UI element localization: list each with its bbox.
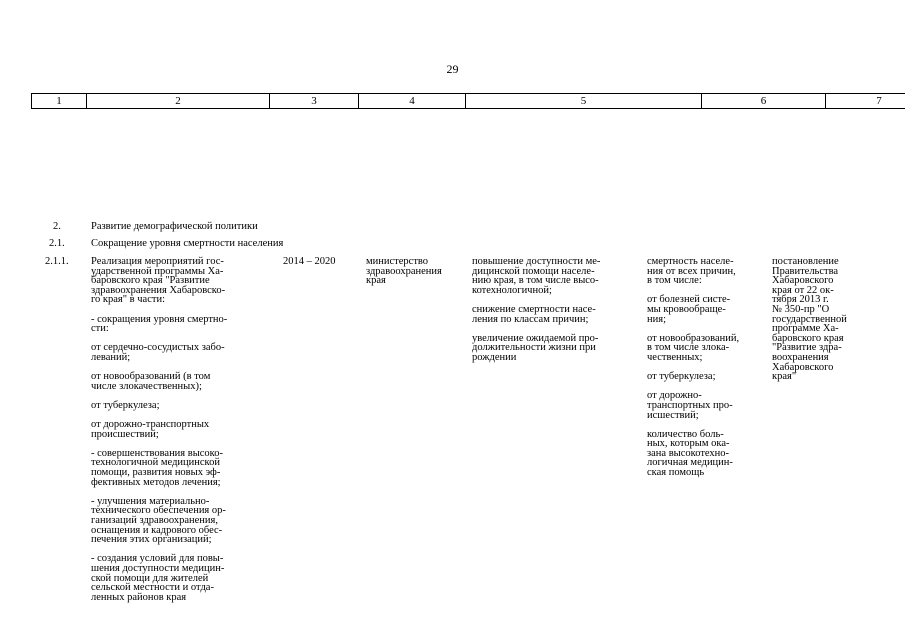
section-number: 2. [53,221,61,232]
paragraph [647,257,765,286]
paragraph [472,257,642,295]
text-line: края от 22 ок- [772,284,834,296]
paragraph [647,295,765,324]
text-line: оснащения и кадрового обес- [91,524,223,536]
text-line: - сокращения уровня смертно- [91,313,228,325]
text-line: нию края, в том числе высо- [472,275,599,287]
text-line: "Развитие здра- [772,342,842,354]
header-col-1: 1 [32,94,87,109]
text-line: здравоохранения [366,265,442,277]
text-line: происшествий; [91,428,159,440]
header-col-6: 6 [702,94,826,109]
header-col-3: 3 [270,94,359,109]
header-col-7: 7 [826,94,905,109]
item-period: 2014 – 2020 [283,256,336,267]
text-line: Правительства [772,265,839,277]
paragraph [91,554,271,602]
text-line: количество боль- [647,428,724,440]
text-line: повышение доступности ме- [472,256,601,267]
text-line: - улучшения материально- [91,495,210,507]
text-line: края" [772,371,797,383]
text-line: от новообразований (в том [91,371,211,383]
item-responsible-executor [366,257,466,286]
text-line: рождении [472,351,517,363]
subsection-number: 2.1. [49,238,65,249]
text-line: постановление [772,256,839,267]
text-line: министерство [366,256,429,267]
text-line: от болезней систе- [647,294,731,306]
text-line: от сердечно-сосудистых забо- [91,342,225,354]
text-line: снижение смертности насе- [472,303,596,315]
section-title: Развитие демографической политики [91,221,258,232]
header-col-2: 2 [87,94,270,109]
text-line: зана высокотехно- [647,447,730,459]
text-line: здравоохранения Хабаровско- [91,284,226,296]
text-line: края [366,275,386,287]
text-line: фективных методов лечения; [91,476,221,488]
text-line: логичная медицин- [647,457,733,469]
paragraph [472,334,642,363]
text-line: ской помощи для жителей [91,572,209,584]
text-line: в том числе злока- [647,342,730,354]
text-line: ния от всех причин, [647,265,736,277]
text-line: от дорожно- [647,390,702,402]
item-number: 2.1.1. [45,256,69,267]
text-line: го края" в части: [91,294,165,306]
subsection-title: Сокращение уровня смертности населения [91,238,284,249]
paragraph [91,257,271,305]
text-line: ния; [647,313,666,325]
text-line: должительности жизни при [472,342,596,354]
paragraph [647,391,765,420]
text-line: ленных районов края [91,591,187,603]
paragraph [472,305,642,324]
paragraph [91,449,271,487]
text-line: № 350-пр "О [772,303,830,315]
item-legal-basis [772,257,872,382]
text-line: ления по классам причин; [472,313,589,325]
text-line: Реализация мероприятий гос- [91,256,224,267]
text-line: баровского края "Развитие [91,275,210,287]
paragraph [647,334,765,363]
text-line: сельской местности и отда- [91,582,214,594]
text-line: государственной [772,313,847,325]
header-col-5: 5 [466,94,702,109]
item-indicators [647,257,765,478]
text-line: дицинской помощи населе- [472,265,595,277]
text-line: от дорожно-транспортных [91,419,210,431]
paragraph [91,401,271,411]
text-line: смертность населе- [647,256,734,267]
text-line: леваний; [91,351,131,363]
text-line: технологичной медицинской [91,457,220,469]
column-number-header [31,93,905,109]
text-line: Хабаровского [772,275,834,287]
paragraph [91,420,271,439]
text-line: исшествий; [647,409,699,421]
text-line: от новообразований, [647,332,740,344]
paragraph [91,497,271,545]
text-line: технического обеспечения ор- [91,505,226,517]
text-line: воохранения [772,351,829,363]
text-line: ударственной программы Ха- [91,265,224,277]
paragraph [91,315,271,334]
text-line: шения доступности медицин- [91,563,225,574]
text-line: ных, которым ока- [647,438,730,450]
text-line: программе Ха- [772,323,839,335]
text-line: ская помощь [647,467,705,479]
text-line: мы кровообраще- [647,303,726,315]
text-line: транспортных про- [647,399,733,411]
text-line: тября 2013 г. [772,294,829,306]
text-line: числе злокачественных); [91,380,202,392]
text-line: котехнологичной; [472,284,552,296]
text-line: от туберкулеза; [91,399,160,411]
paragraph [91,372,271,391]
text-line: сти: [91,323,109,335]
text-line: увеличение ожидаемой про- [472,332,599,344]
header-col-4: 4 [359,94,466,109]
text-line: ганизаций здравоохранения, [91,515,218,527]
text-line: от туберкулеза; [647,371,716,383]
text-line: Хабаровского [772,361,834,373]
paragraph [91,343,271,362]
item-expected-results [472,257,642,363]
page-number: 29 [446,62,459,76]
text-line: в том числе: [647,275,702,287]
text-line: помощи, развития новых эф- [91,467,221,479]
text-line: - создания условий для повы- [91,553,224,565]
paragraph [647,430,765,478]
item-measure-description [91,257,271,602]
text-line: - совершенствования высоко- [91,447,223,459]
text-line: чественных; [647,351,703,363]
paragraph [647,372,765,382]
text-line: печения этих организаций; [91,534,212,546]
text-line: баровского края [772,332,844,344]
